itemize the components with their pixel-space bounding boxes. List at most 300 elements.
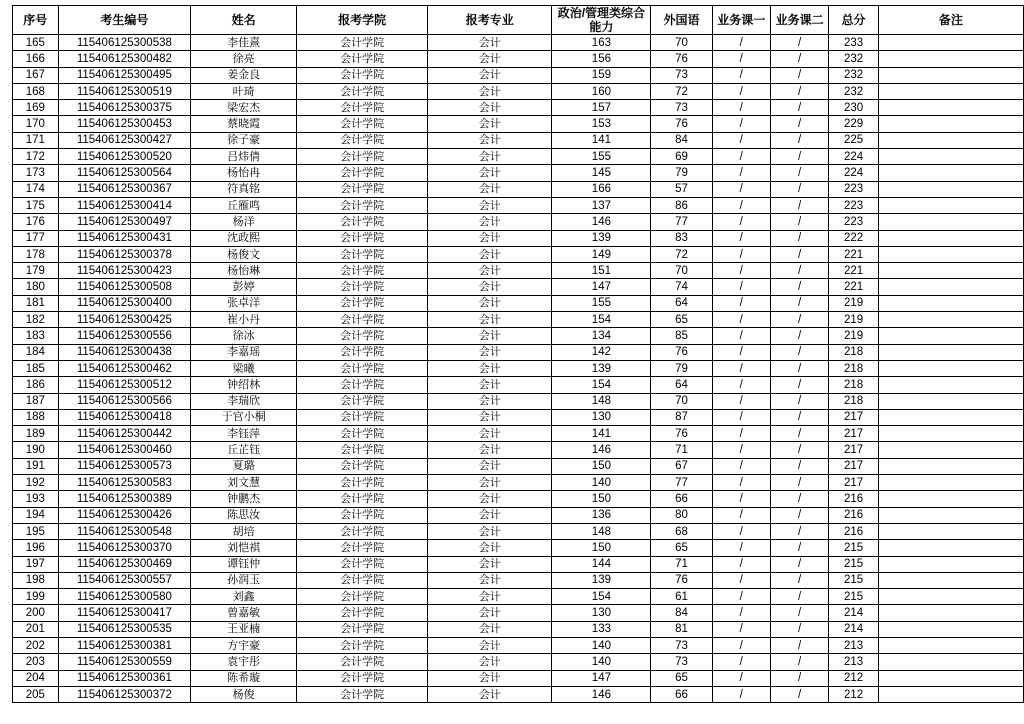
cell-major: 会计 xyxy=(427,312,552,328)
cell-college: 会计学院 xyxy=(297,83,428,99)
cell-course-2: / xyxy=(770,230,828,246)
cell-total: 232 xyxy=(829,83,879,99)
cell-politics: 142 xyxy=(552,344,651,360)
cell-course-1: / xyxy=(712,540,770,556)
header-college: 报考学院 xyxy=(297,6,428,35)
cell-total: 212 xyxy=(829,686,879,702)
cell-course-2: / xyxy=(770,263,828,279)
cell-candidate-id: 115406125300418 xyxy=(58,409,190,425)
cell-major: 会计 xyxy=(427,670,552,686)
cell-college: 会计学院 xyxy=(297,312,428,328)
table-row xyxy=(13,475,1024,491)
cell-remarks xyxy=(878,51,1023,67)
cell-remarks xyxy=(878,83,1023,99)
cell-politics: 130 xyxy=(552,409,651,425)
cell-name: 孙润玉 xyxy=(191,572,297,588)
cell-total: 215 xyxy=(829,540,879,556)
cell-name: 叶琦 xyxy=(191,83,297,99)
cell-major: 会计 xyxy=(427,589,552,605)
header-remarks: 备注 xyxy=(878,6,1023,35)
cell-course-1: / xyxy=(712,377,770,393)
cell-foreign-language: 85 xyxy=(651,328,712,344)
cell-remarks xyxy=(878,605,1023,621)
cell-seq: 203 xyxy=(13,654,59,670)
cell-seq: 178 xyxy=(13,246,59,262)
cell-candidate-id: 115406125300381 xyxy=(58,637,190,653)
cell-candidate-id: 115406125300538 xyxy=(58,35,190,51)
cell-politics: 136 xyxy=(552,507,651,523)
cell-foreign-language: 70 xyxy=(651,263,712,279)
cell-foreign-language: 70 xyxy=(651,35,712,51)
cell-college: 会计学院 xyxy=(297,51,428,67)
cell-course-2: / xyxy=(770,149,828,165)
cell-candidate-id: 115406125300497 xyxy=(58,214,190,230)
table-row xyxy=(13,507,1024,523)
cell-major: 会计 xyxy=(427,181,552,197)
cell-college: 会计学院 xyxy=(297,181,428,197)
cell-name: 刘文慧 xyxy=(191,475,297,491)
cell-candidate-id: 115406125300566 xyxy=(58,393,190,409)
cell-name: 彭婷 xyxy=(191,279,297,295)
cell-college: 会计学院 xyxy=(297,214,428,230)
cell-major: 会计 xyxy=(427,197,552,213)
cell-college: 会计学院 xyxy=(297,637,428,653)
cell-name: 丘雁鸣 xyxy=(191,197,297,213)
cell-total: 221 xyxy=(829,279,879,295)
cell-college: 会计学院 xyxy=(297,589,428,605)
header-total: 总分 xyxy=(829,6,879,35)
cell-total: 217 xyxy=(829,409,879,425)
cell-course-1: / xyxy=(712,442,770,458)
cell-college: 会计学院 xyxy=(297,230,428,246)
cell-politics: 154 xyxy=(552,312,651,328)
cell-seq: 190 xyxy=(13,442,59,458)
header-politics: 政治/管理类综合能力 xyxy=(552,6,651,35)
cell-college: 会计学院 xyxy=(297,246,428,262)
cell-politics: 154 xyxy=(552,377,651,393)
table-row xyxy=(13,589,1024,605)
cell-college: 会计学院 xyxy=(297,670,428,686)
cell-name: 于官小桐 xyxy=(191,409,297,425)
cell-remarks xyxy=(878,589,1023,605)
cell-remarks xyxy=(878,263,1023,279)
cell-remarks xyxy=(878,116,1023,132)
cell-foreign-language: 72 xyxy=(651,83,712,99)
cell-seq: 174 xyxy=(13,181,59,197)
header-course-1: 业务课一 xyxy=(712,6,770,35)
cell-major: 会计 xyxy=(427,654,552,670)
cell-college: 会计学院 xyxy=(297,475,428,491)
cell-seq: 188 xyxy=(13,409,59,425)
header-candidate-id: 考生编号 xyxy=(58,6,190,35)
table-row xyxy=(13,442,1024,458)
cell-seq: 194 xyxy=(13,507,59,523)
cell-major: 会计 xyxy=(427,605,552,621)
cell-remarks xyxy=(878,312,1023,328)
cell-foreign-language: 64 xyxy=(651,295,712,311)
table-row xyxy=(13,556,1024,572)
cell-total: 223 xyxy=(829,197,879,213)
cell-foreign-language: 73 xyxy=(651,654,712,670)
cell-remarks xyxy=(878,377,1023,393)
cell-candidate-id: 115406125300482 xyxy=(58,51,190,67)
cell-seq: 202 xyxy=(13,637,59,653)
cell-college: 会计学院 xyxy=(297,491,428,507)
cell-course-1: / xyxy=(712,589,770,605)
cell-seq: 185 xyxy=(13,360,59,376)
cell-college: 会计学院 xyxy=(297,556,428,572)
cell-course-2: / xyxy=(770,35,828,51)
cell-politics: 134 xyxy=(552,328,651,344)
cell-remarks xyxy=(878,556,1023,572)
cell-college: 会计学院 xyxy=(297,540,428,556)
header-name: 姓名 xyxy=(191,6,297,35)
cell-seq: 169 xyxy=(13,100,59,116)
cell-politics: 139 xyxy=(552,230,651,246)
cell-major: 会计 xyxy=(427,214,552,230)
cell-remarks xyxy=(878,230,1023,246)
cell-total: 212 xyxy=(829,670,879,686)
cell-course-1: / xyxy=(712,621,770,637)
cell-major: 会计 xyxy=(427,377,552,393)
cell-total: 213 xyxy=(829,654,879,670)
cell-foreign-language: 65 xyxy=(651,670,712,686)
cell-college: 会计学院 xyxy=(297,409,428,425)
cell-remarks xyxy=(878,507,1023,523)
cell-foreign-language: 66 xyxy=(651,686,712,702)
cell-seq: 166 xyxy=(13,51,59,67)
table-row xyxy=(13,654,1024,670)
table-row xyxy=(13,491,1024,507)
cell-name: 刘鑫 xyxy=(191,589,297,605)
cell-candidate-id: 115406125300414 xyxy=(58,197,190,213)
header-major: 报考专业 xyxy=(427,6,552,35)
cell-course-1: / xyxy=(712,475,770,491)
cell-course-1: / xyxy=(712,116,770,132)
cell-course-2: / xyxy=(770,67,828,83)
cell-remarks xyxy=(878,670,1023,686)
table-row xyxy=(13,360,1024,376)
cell-seq: 173 xyxy=(13,165,59,181)
cell-seq: 201 xyxy=(13,621,59,637)
cell-total: 214 xyxy=(829,605,879,621)
cell-major: 会计 xyxy=(427,572,552,588)
cell-course-1: / xyxy=(712,458,770,474)
cell-total: 214 xyxy=(829,621,879,637)
cell-college: 会计学院 xyxy=(297,393,428,409)
cell-total: 222 xyxy=(829,230,879,246)
cell-major: 会计 xyxy=(427,360,552,376)
cell-college: 会计学院 xyxy=(297,523,428,539)
cell-foreign-language: 77 xyxy=(651,475,712,491)
cell-candidate-id: 115406125300417 xyxy=(58,605,190,621)
cell-major: 会计 xyxy=(427,475,552,491)
cell-name: 徐冰 xyxy=(191,328,297,344)
cell-remarks xyxy=(878,214,1023,230)
cell-remarks xyxy=(878,279,1023,295)
header-seq: 序号 xyxy=(13,6,59,35)
cell-seq: 195 xyxy=(13,523,59,539)
cell-politics: 140 xyxy=(552,654,651,670)
cell-politics: 139 xyxy=(552,572,651,588)
cell-course-2: / xyxy=(770,83,828,99)
table-row xyxy=(13,670,1024,686)
cell-major: 会计 xyxy=(427,393,552,409)
cell-total: 216 xyxy=(829,507,879,523)
cell-foreign-language: 66 xyxy=(651,491,712,507)
cell-candidate-id: 115406125300519 xyxy=(58,83,190,99)
cell-college: 会计学院 xyxy=(297,116,428,132)
cell-course-1: / xyxy=(712,523,770,539)
cell-politics: 166 xyxy=(552,181,651,197)
cell-course-1: / xyxy=(712,295,770,311)
cell-politics: 140 xyxy=(552,637,651,653)
table-row xyxy=(13,637,1024,653)
cell-course-1: / xyxy=(712,491,770,507)
cell-candidate-id: 115406125300361 xyxy=(58,670,190,686)
cell-candidate-id: 115406125300469 xyxy=(58,556,190,572)
cell-name: 王亚楠 xyxy=(191,621,297,637)
cell-major: 会计 xyxy=(427,409,552,425)
cell-seq: 179 xyxy=(13,263,59,279)
cell-college: 会计学院 xyxy=(297,507,428,523)
cell-total: 229 xyxy=(829,116,879,132)
cell-major: 会计 xyxy=(427,263,552,279)
cell-candidate-id: 115406125300438 xyxy=(58,344,190,360)
cell-course-2: / xyxy=(770,654,828,670)
cell-seq: 182 xyxy=(13,312,59,328)
table-row xyxy=(13,621,1024,637)
cell-name: 胡培 xyxy=(191,523,297,539)
cell-course-2: / xyxy=(770,670,828,686)
cell-name: 杨洋 xyxy=(191,214,297,230)
cell-name: 沈政熙 xyxy=(191,230,297,246)
cell-course-2: / xyxy=(770,605,828,621)
cell-total: 217 xyxy=(829,458,879,474)
table-row xyxy=(13,165,1024,181)
cell-total: 230 xyxy=(829,100,879,116)
cell-major: 会计 xyxy=(427,35,552,51)
cell-politics: 150 xyxy=(552,491,651,507)
cell-remarks xyxy=(878,197,1023,213)
cell-course-1: / xyxy=(712,279,770,295)
cell-course-2: / xyxy=(770,360,828,376)
cell-major: 会计 xyxy=(427,295,552,311)
table-row xyxy=(13,312,1024,328)
cell-candidate-id: 115406125300548 xyxy=(58,523,190,539)
cell-college: 会计学院 xyxy=(297,35,428,51)
table-row xyxy=(13,246,1024,262)
cell-foreign-language: 77 xyxy=(651,214,712,230)
cell-course-1: / xyxy=(712,132,770,148)
cell-total: 219 xyxy=(829,328,879,344)
table-row xyxy=(13,197,1024,213)
cell-seq: 196 xyxy=(13,540,59,556)
table-row xyxy=(13,572,1024,588)
cell-foreign-language: 65 xyxy=(651,540,712,556)
cell-politics: 141 xyxy=(552,426,651,442)
cell-candidate-id: 115406125300520 xyxy=(58,149,190,165)
cell-college: 会计学院 xyxy=(297,295,428,311)
cell-candidate-id: 115406125300370 xyxy=(58,540,190,556)
cell-remarks xyxy=(878,328,1023,344)
table-row xyxy=(13,116,1024,132)
cell-seq: 187 xyxy=(13,393,59,409)
table-row xyxy=(13,214,1024,230)
cell-remarks xyxy=(878,165,1023,181)
cell-major: 会计 xyxy=(427,491,552,507)
cell-politics: 133 xyxy=(552,621,651,637)
cell-course-2: / xyxy=(770,556,828,572)
cell-major: 会计 xyxy=(427,51,552,67)
cell-college: 会计学院 xyxy=(297,654,428,670)
cell-name: 李嘉瑶 xyxy=(191,344,297,360)
cell-course-2: / xyxy=(770,572,828,588)
cell-name: 方宇豪 xyxy=(191,637,297,653)
cell-seq: 200 xyxy=(13,605,59,621)
cell-candidate-id: 115406125300495 xyxy=(58,67,190,83)
cell-course-1: / xyxy=(712,35,770,51)
cell-college: 会计学院 xyxy=(297,605,428,621)
table-row xyxy=(13,51,1024,67)
cell-course-1: / xyxy=(712,197,770,213)
cell-candidate-id: 115406125300389 xyxy=(58,491,190,507)
cell-course-2: / xyxy=(770,507,828,523)
cell-seq: 186 xyxy=(13,377,59,393)
cell-candidate-id: 115406125300426 xyxy=(58,507,190,523)
cell-seq: 198 xyxy=(13,572,59,588)
cell-course-1: / xyxy=(712,51,770,67)
table-row xyxy=(13,458,1024,474)
cell-name: 钟绍林 xyxy=(191,377,297,393)
cell-course-2: / xyxy=(770,523,828,539)
cell-seq: 171 xyxy=(13,132,59,148)
cell-course-2: / xyxy=(770,409,828,425)
cell-politics: 130 xyxy=(552,605,651,621)
cell-foreign-language: 57 xyxy=(651,181,712,197)
cell-politics: 144 xyxy=(552,556,651,572)
cell-total: 221 xyxy=(829,263,879,279)
cell-name: 姜金良 xyxy=(191,67,297,83)
cell-candidate-id: 115406125300512 xyxy=(58,377,190,393)
table-row xyxy=(13,100,1024,116)
cell-name: 徐亮 xyxy=(191,51,297,67)
cell-major: 会计 xyxy=(427,67,552,83)
cell-major: 会计 xyxy=(427,246,552,262)
cell-course-1: / xyxy=(712,572,770,588)
cell-remarks xyxy=(878,344,1023,360)
cell-course-2: / xyxy=(770,295,828,311)
cell-college: 会计学院 xyxy=(297,377,428,393)
cell-foreign-language: 76 xyxy=(651,572,712,588)
cell-seq: 189 xyxy=(13,426,59,442)
cell-college: 会计学院 xyxy=(297,279,428,295)
cell-college: 会计学院 xyxy=(297,165,428,181)
cell-seq: 204 xyxy=(13,670,59,686)
cell-candidate-id: 115406125300557 xyxy=(58,572,190,588)
cell-name: 符真铭 xyxy=(191,181,297,197)
cell-major: 会计 xyxy=(427,556,552,572)
cell-total: 218 xyxy=(829,377,879,393)
cell-total: 213 xyxy=(829,637,879,653)
cell-foreign-language: 76 xyxy=(651,51,712,67)
cell-course-1: / xyxy=(712,214,770,230)
cell-course-2: / xyxy=(770,344,828,360)
cell-course-1: / xyxy=(712,181,770,197)
cell-course-1: / xyxy=(712,328,770,344)
cell-course-1: / xyxy=(712,393,770,409)
cell-total: 224 xyxy=(829,165,879,181)
cell-course-1: / xyxy=(712,686,770,702)
table-row xyxy=(13,426,1024,442)
cell-remarks xyxy=(878,523,1023,539)
cell-name: 张卓洋 xyxy=(191,295,297,311)
cell-candidate-id: 115406125300573 xyxy=(58,458,190,474)
cell-foreign-language: 69 xyxy=(651,149,712,165)
table-row xyxy=(13,67,1024,83)
cell-politics: 150 xyxy=(552,458,651,474)
cell-politics: 153 xyxy=(552,116,651,132)
cell-remarks xyxy=(878,132,1023,148)
cell-major: 会计 xyxy=(427,637,552,653)
cell-course-2: / xyxy=(770,458,828,474)
cell-name: 杨俊文 xyxy=(191,246,297,262)
cell-major: 会计 xyxy=(427,279,552,295)
cell-course-1: / xyxy=(712,605,770,621)
cell-foreign-language: 74 xyxy=(651,279,712,295)
cell-total: 218 xyxy=(829,360,879,376)
cell-college: 会计学院 xyxy=(297,344,428,360)
header-foreign-language: 外国语 xyxy=(651,6,712,35)
cell-course-2: / xyxy=(770,132,828,148)
cell-course-1: / xyxy=(712,165,770,181)
cell-course-2: / xyxy=(770,377,828,393)
cell-course-1: / xyxy=(712,670,770,686)
header-row xyxy=(13,6,1024,35)
cell-name: 李佳熹 xyxy=(191,35,297,51)
cell-course-2: / xyxy=(770,540,828,556)
cell-college: 会计学院 xyxy=(297,360,428,376)
cell-candidate-id: 115406125300462 xyxy=(58,360,190,376)
header-course-2: 业务课二 xyxy=(770,6,828,35)
cell-course-1: / xyxy=(712,360,770,376)
cell-total: 224 xyxy=(829,149,879,165)
cell-college: 会计学院 xyxy=(297,328,428,344)
cell-total: 215 xyxy=(829,572,879,588)
table-row xyxy=(13,279,1024,295)
cell-remarks xyxy=(878,686,1023,702)
cell-name: 钟鹏杰 xyxy=(191,491,297,507)
cell-course-2: / xyxy=(770,279,828,295)
cell-foreign-language: 79 xyxy=(651,165,712,181)
cell-remarks xyxy=(878,360,1023,376)
cell-politics: 157 xyxy=(552,100,651,116)
cell-remarks xyxy=(878,246,1023,262)
cell-foreign-language: 87 xyxy=(651,409,712,425)
cell-total: 217 xyxy=(829,426,879,442)
cell-course-1: / xyxy=(712,507,770,523)
cell-college: 会计学院 xyxy=(297,458,428,474)
cell-politics: 145 xyxy=(552,165,651,181)
cell-name: 陈希璇 xyxy=(191,670,297,686)
cell-politics: 156 xyxy=(552,51,651,67)
table-row xyxy=(13,132,1024,148)
cell-college: 会计学院 xyxy=(297,149,428,165)
table-body xyxy=(13,35,1024,703)
cell-foreign-language: 64 xyxy=(651,377,712,393)
table-row xyxy=(13,83,1024,99)
cell-total: 216 xyxy=(829,491,879,507)
